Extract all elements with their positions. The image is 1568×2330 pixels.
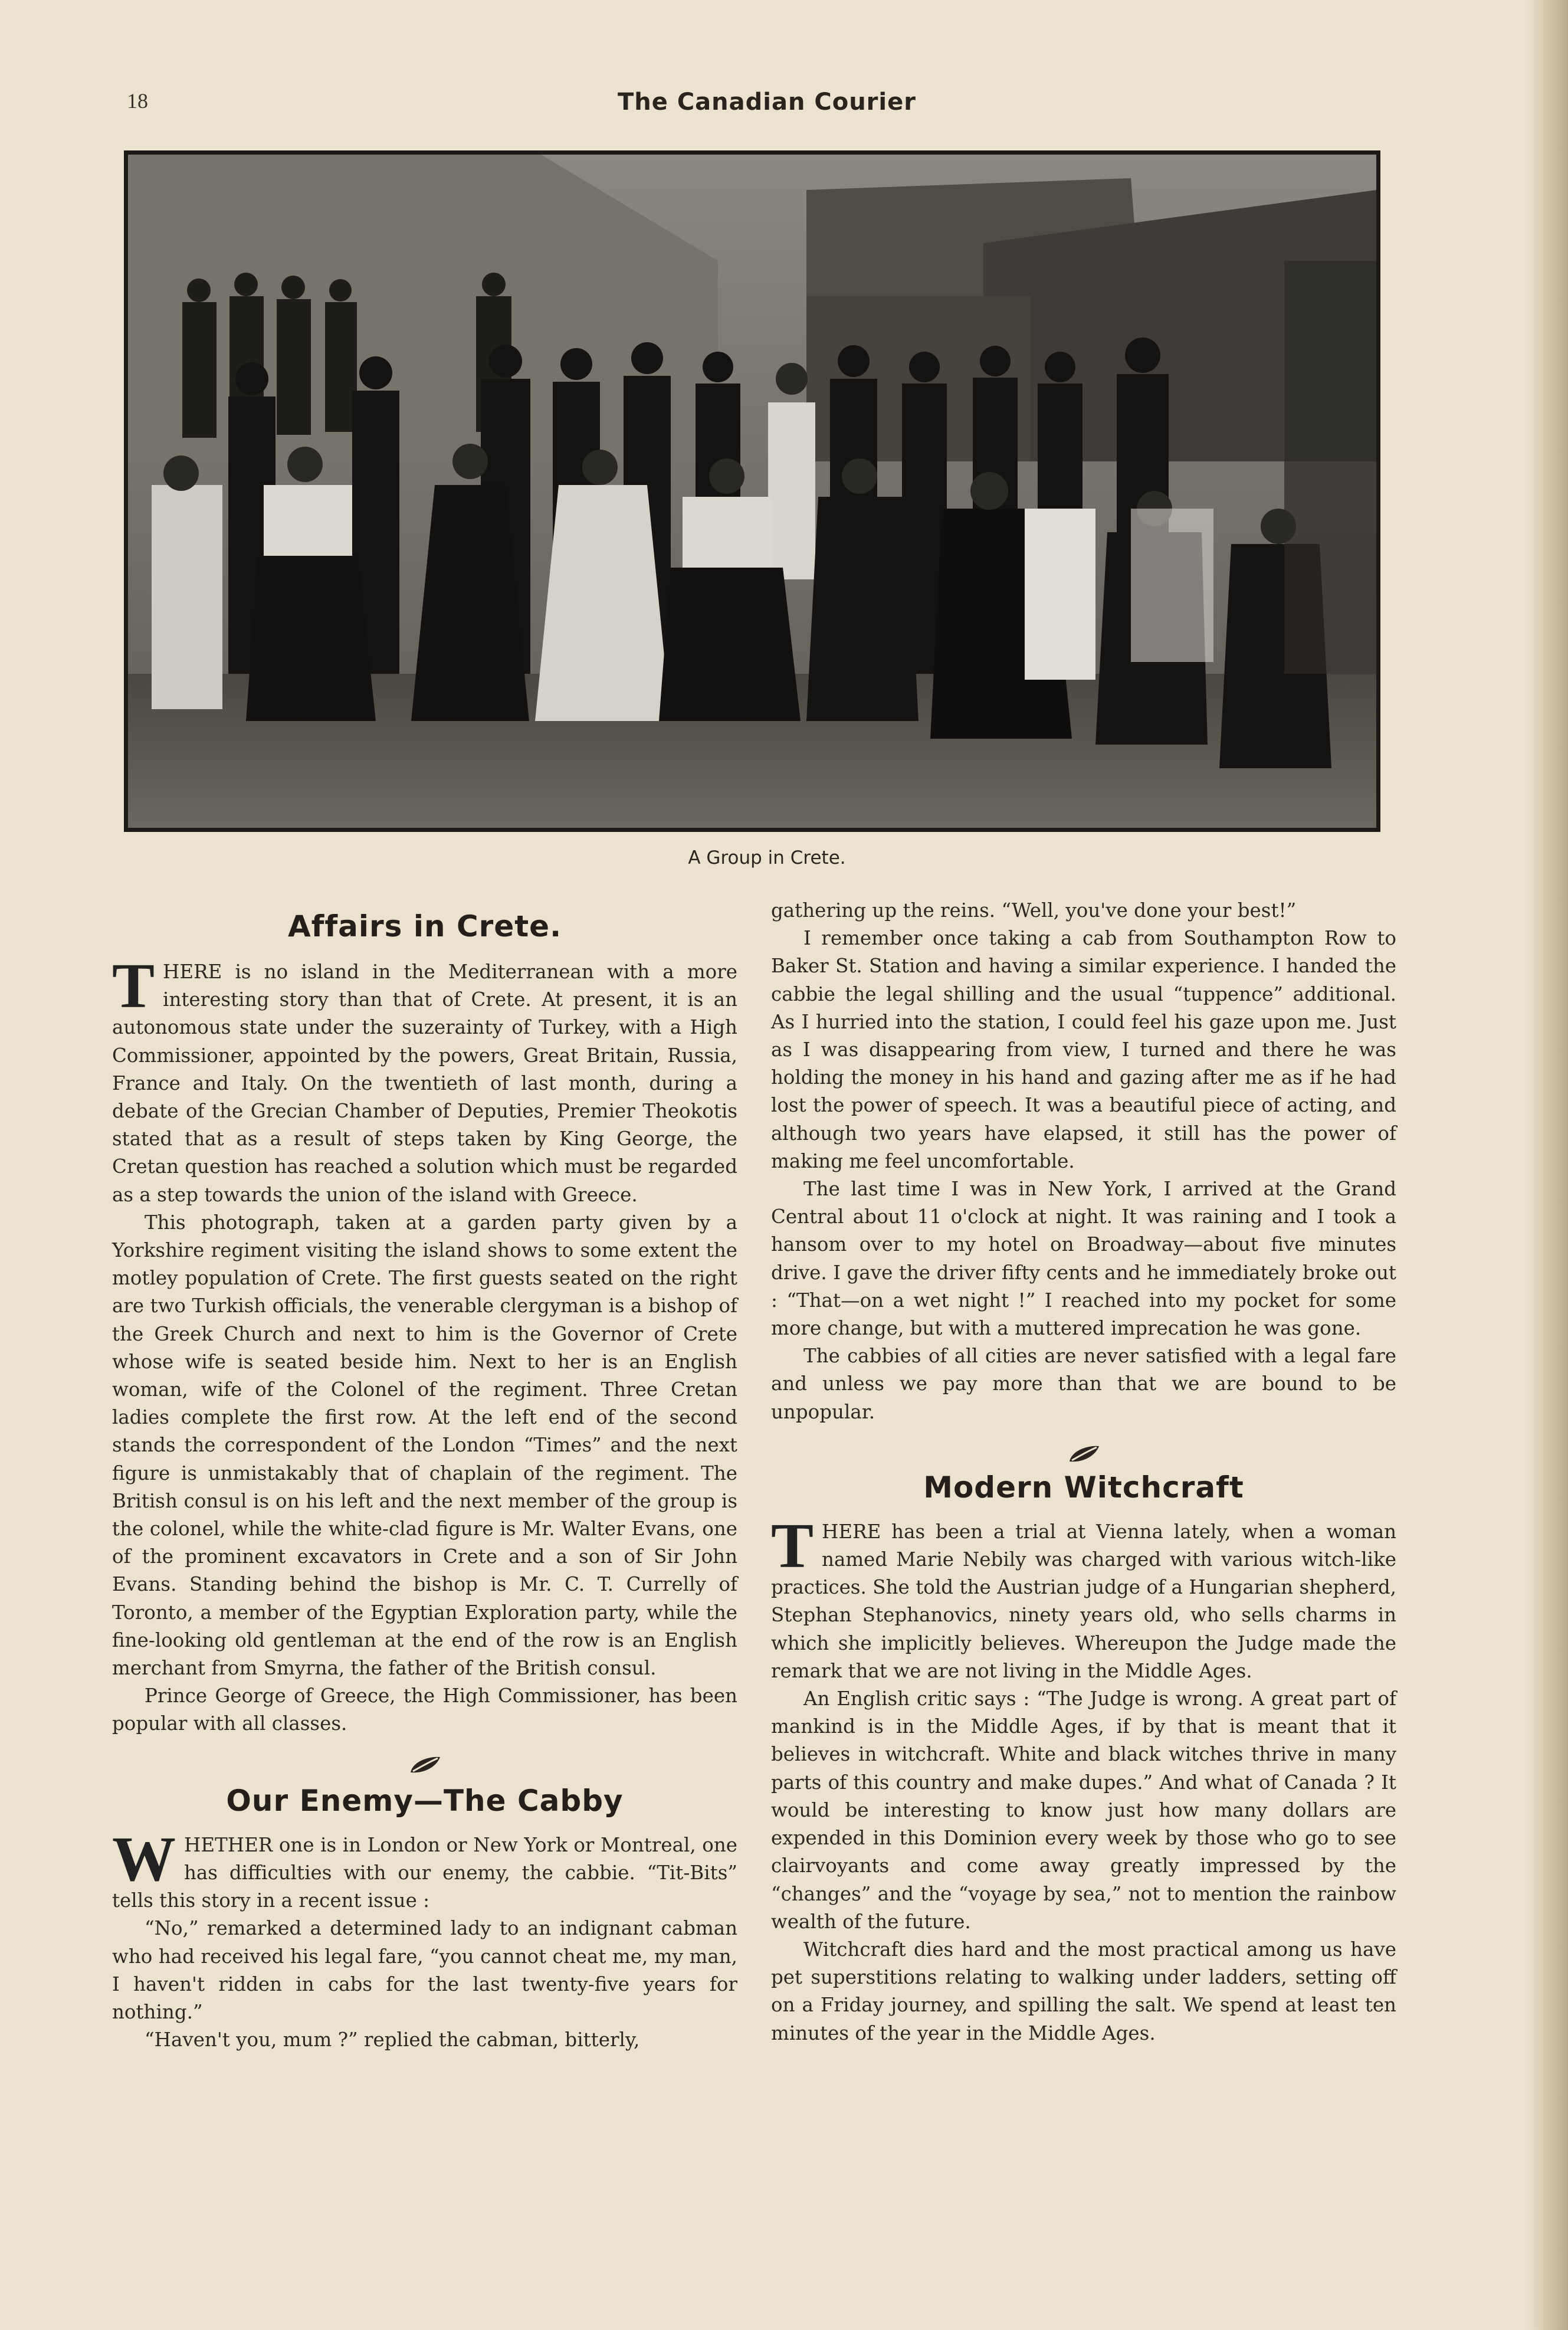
cabby-continued-3: The last time I was in New York, I arrived at the Grand Central about 11 o'clock at night. It was raining and I took a hansom over to my hotel on Broadway—about five minutes drive. I gave the driver fifty cents and he immediately broke out : “That—on a wet night !” I reached into my pocket for some more change, but with a muttered imprecation he was gone. [771,1178,1396,1340]
dropcap-w: W [112,1824,176,1895]
group-photograph [124,150,1380,832]
witchcraft-paragraph-2: An English critic says : “The Judge is wrong. A great part of mankind is in the Middle Ages, if by that is meant that it believes in witchcraft. White and black witches thrive in many parts of this country and make dupes.” And what of Canada ? It would be interesting to know just how many dollars are expended in this Dominion every week by those who go to see clairvoyants and come away greatly impressed by the “changes” and the “voyage by sea,” not to mention the rainbow wealth of the future. [771,1687,1396,1933]
photo-caption: A Group in Crete. [688,847,846,869]
cabby-paragraph-3: “Haven't you, mum ?” replied the cabman, bitterly, [145,2028,640,2052]
witchcraft-paragraph-3: Witchcraft dies hard and the most practical among us have pet superstitions relating to walking under ladders, setting off on a Friday journey, and spilling the salt. We spend at least ten minutes of the year in the Middle Ages. [771,1938,1396,2044]
article-title-witchcraft: Modern Witchcraft [923,1470,1244,1505]
crete-paragraph-1 [112,951,737,1209]
crete-paragraph-1-text: HERE is no island in the Mediterranean with a more interesting story than that of Crete. At present, it is an autonomous state under the suzerainty of Turkey, with a High Commissioner, appointed by the powers, Great Britain, Russia, France and Italy. On the twentieth of last month, during a debate of the Grecian Chamber of Deputies, Premier Theokotis stated that as a result of steps taken by King George, the Cretan question has reached a solution which must be regarded as a step towards the union of the island with Greece. [112,961,737,1206]
dropcap-t: T [771,1510,814,1581]
leaf-ornament-icon [407,1755,442,1775]
running-head [0,89,1510,124]
photo-illustration [128,155,1376,828]
cabby-continued-4: The cabbies of all cities are never satisfied with a legal fare and unless we pay more than that we are bound to be unpopular. [771,1345,1396,1423]
crete-paragraph-2: This photograph, taken at a garden party given by a Yorkshire regiment visiting the island shows to some extent the motley population of Crete. The first guests seated on the right are two Turkish officials, the venerable clergyman is a bishop of the Greek Church and next to him is the Governor of Crete whose wife is seated beside him. Next to her is an English woman, wife of the Colonel of the regiment. Three Cretan ladies complete the first row. At the left end of the second stands the correspondent of the London “Times” and the next figure is unmistakably that of chaplain of the regiment. The British consul is on his left and the next member of the group is the colonel, while the white-clad figure is Mr. Walter Evans, one of the prominent excavators in Crete and a son of Sir John Evans. Standing behind the bishop is Mr. C. T. Currelly of Toronto, a member of the Egyptian Exploration party, while the fine-looking old gentleman at the end of the row is an English merchant from Smyrna, the father of the British consul. [112,1211,737,1680]
article-title-crete: Affairs in Crete. [287,909,562,943]
witchcraft-paragraph-1 [771,1510,1396,1685]
dropcap-t: T [112,951,155,1021]
journal-title: The Canadian Courier [618,89,916,116]
crete-paragraph-3: Prince George of Greece, the High Commissioner, has been popular with all classes. [112,1685,737,1735]
cabby-paragraph-2: “No,” remarked a determined lady to an indignant cabman who had received his legal fare, “you cannot cheat me, my man, I haven't ridden in cabs for the last twenty-five years for nothing.” [112,1917,737,2023]
page-number: 18 [127,89,148,113]
article-title-cabby: Our Enemy—The Cabby [226,1783,624,1818]
left-column [112,897,737,2054]
right-column [771,897,1396,2047]
leaf-ornament-icon [1066,1444,1101,1464]
cabby-paragraph-1-text: HETHER one is in London or New York or Montreal, one has difficulties with our enemy, the cabbie. “Tit-Bits” tells this story in a recent issue : [112,1833,737,1912]
cabby-continued-2: I remember once taking a cab from Southampton Row to Baker St. Station and having a similar experience. I handed the cabbie the legal shilling and the usual “tuppence” additional. As I hurried into the station, I could feel his gaze upon me. Just as I was disappearing from view, I turned and there he was holding the money in his hand and gazing after me as if he had lost the power of speech. It was a beautiful piece of acting, and although two years have elapsed, it still has the power of making me feel uncomfortable. [771,927,1396,1172]
witchcraft-paragraph-1-text: HERE has been a trial at Vienna lately, when a woman named Marie Nebily was charged with various witch-like practices. She told the Austrian judge of a Hungarian shepherd, Stephan Stephanovics, ninety years old, who sells charms in which she implicitly believes. Whereupon the Judge made the remark that we are not living in the Middle Ages. [771,1520,1396,1682]
page-binding-edge [1527,0,1568,2330]
cabby-continued-1: gathering up the reins. “Well, you've done your best!” [771,899,1297,922]
cabby-paragraph-1 [112,1824,737,1915]
